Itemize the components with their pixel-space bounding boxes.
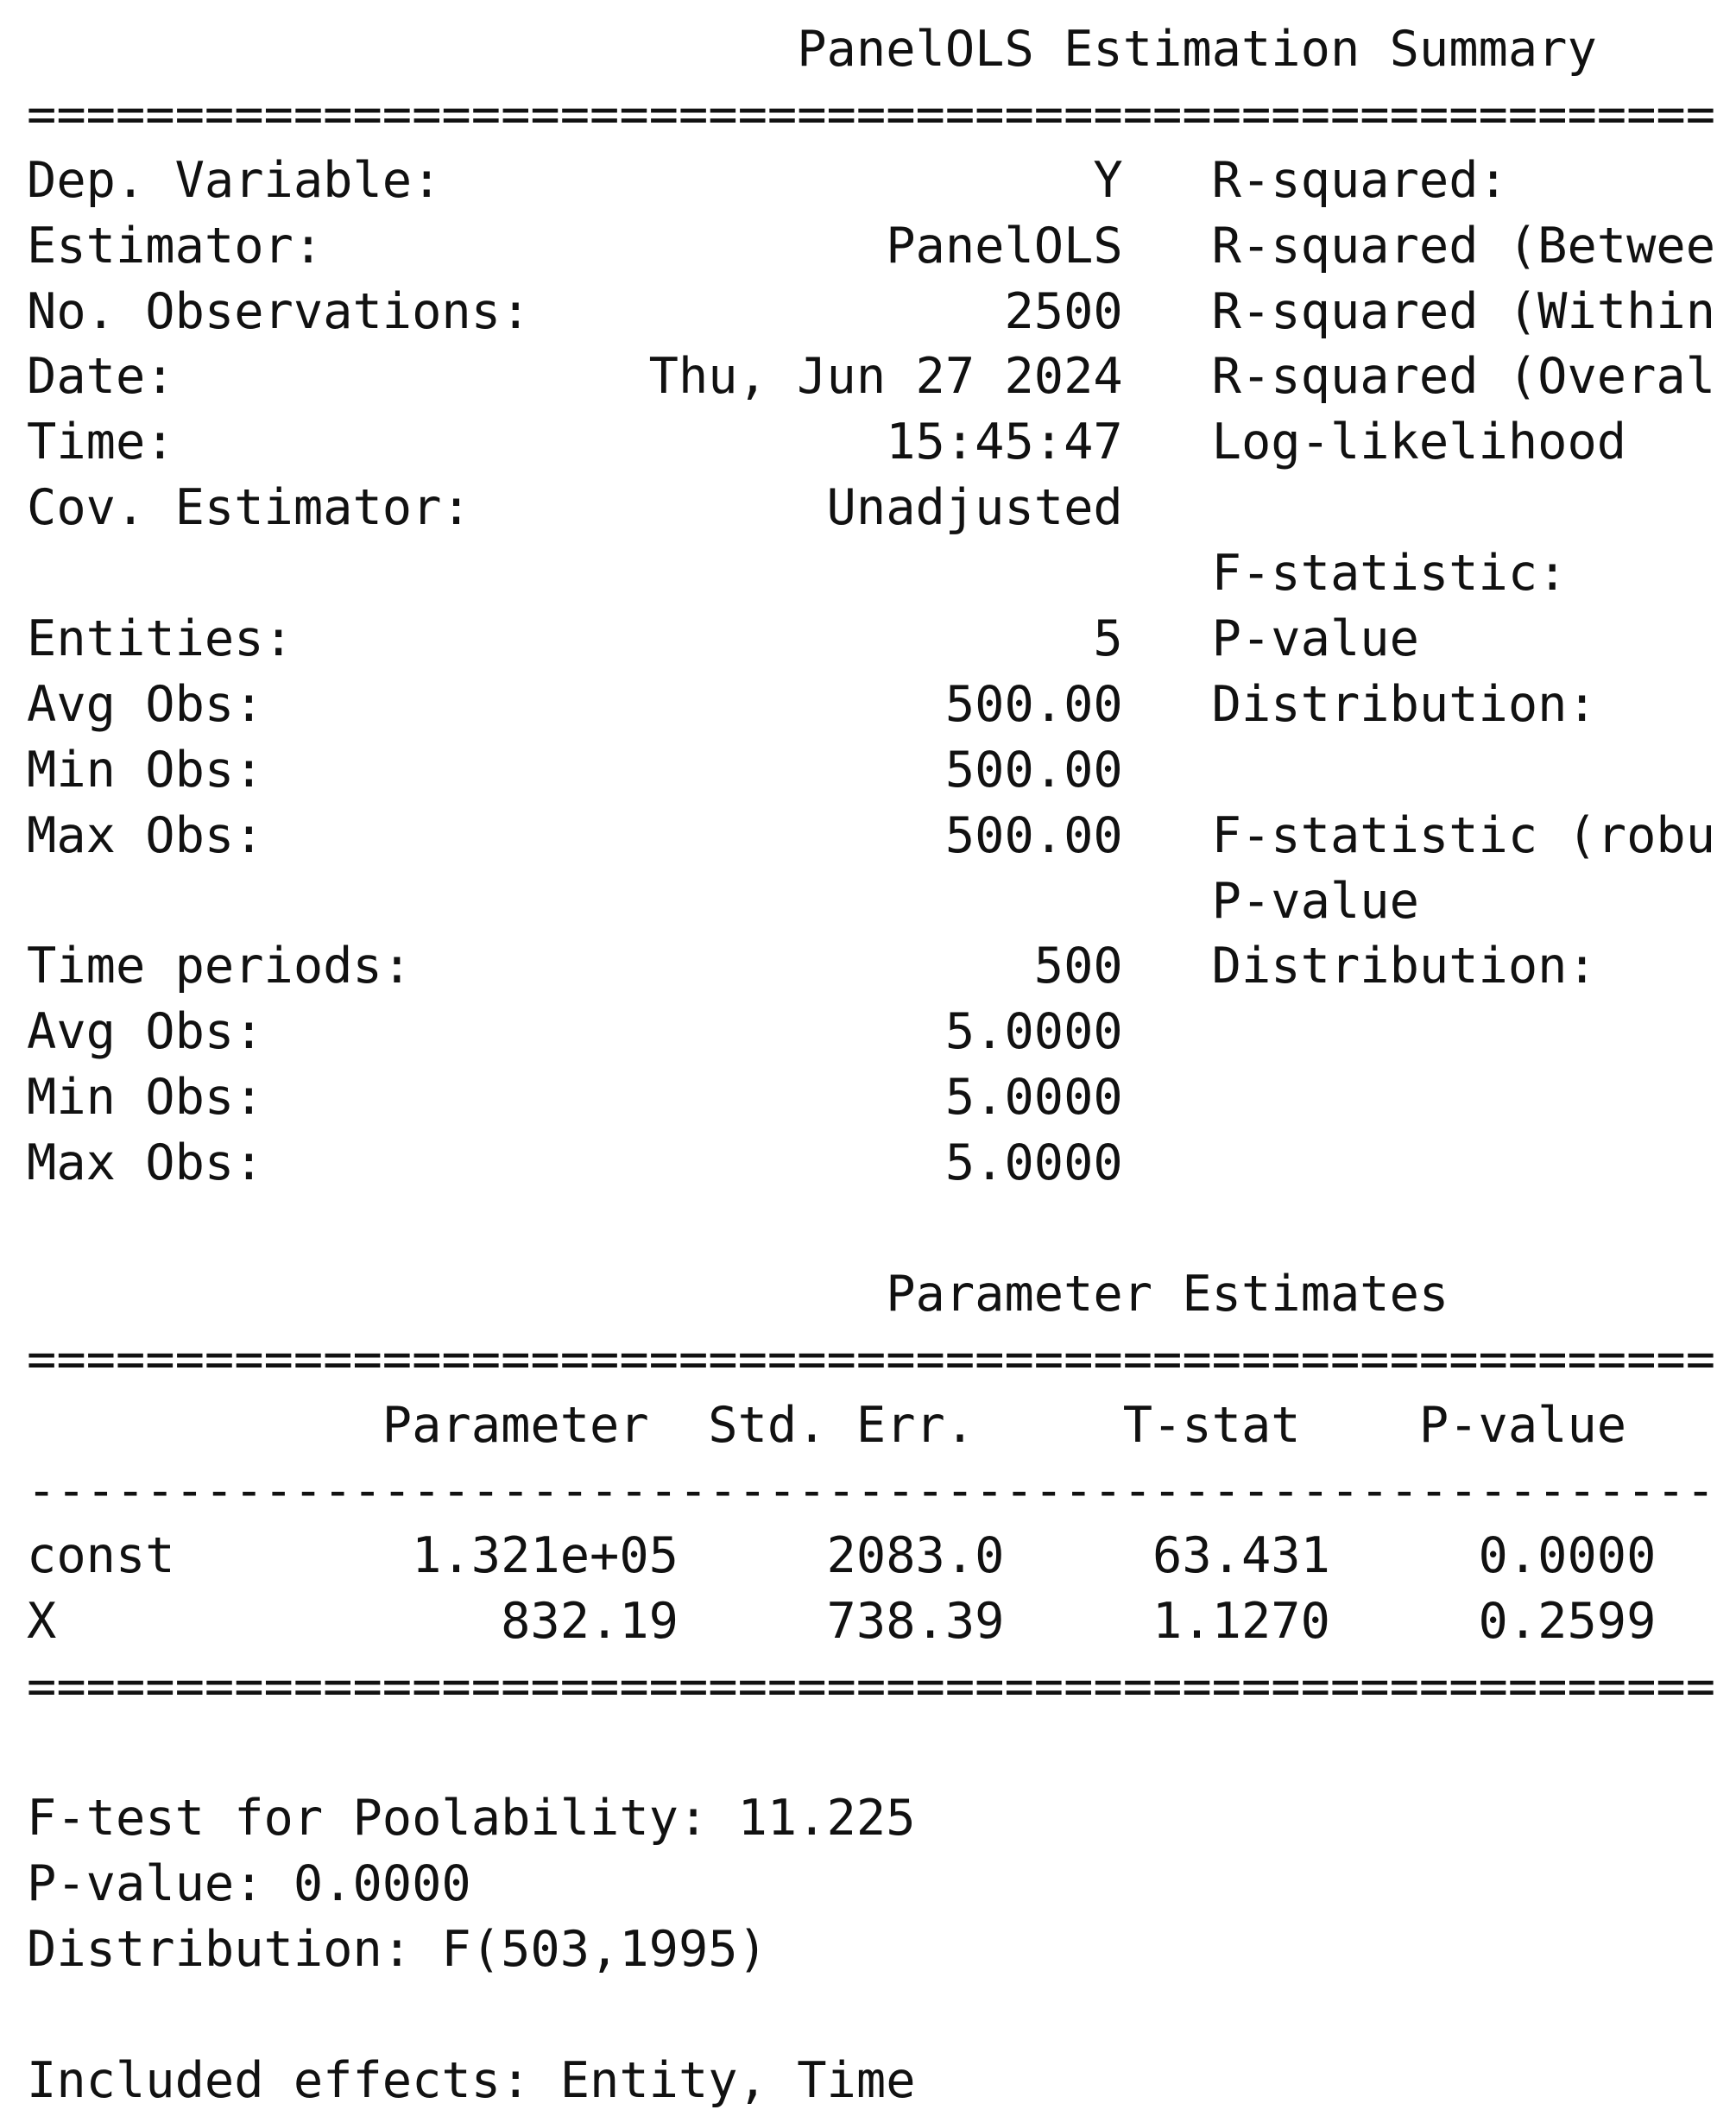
blank-line [27,1983,1736,2049]
summary-row-entity-max-obs: Max Obs: 500.00 F-statistic (robu [27,806,1716,864]
blank-line [27,1197,1736,1262]
summary-row-cov-estimator: Cov. Estimator: Unadjusted [27,479,1123,537]
summary-title: PanelOLS Estimation Summary [27,21,1597,78]
poolability-distribution: Distribution: F(503,1995) [27,1920,767,1978]
summary-row-time-max-obs: Max Obs: 5.0000 [27,1134,1123,1192]
summary-row-observations: No. Observations: 2500 R-squared (Within [27,282,1716,340]
separator-line: ========================================================= [27,1658,1716,1716]
console-output [27,17,1736,2116]
summary-row-time-periods: Time periods: 500 Distribution: [27,938,1597,995]
summary-row-entity-avg-obs: Avg Obs: 500.00 Distribution: [27,675,1597,733]
summary-row-time-avg-obs: Avg Obs: 5.0000 [27,1003,1123,1061]
parameter-row-x: X 832.19 738.39 1.1270 0.2599 [27,1593,1657,1651]
included-effects: Included effects: Entity, Time [27,2051,916,2109]
summary-row-entities: Entities: 5 P-value [27,610,1419,668]
separator-line: ========================================================= [27,85,1716,143]
summary-row-time-min-obs: Min Obs: 5.0000 [27,1069,1123,1127]
parameter-table-header: Parameter Std. Err. T-stat P-value [27,1396,1627,1454]
summary-row-time: Time: 15:45:47 Log-likelihood [27,414,1627,471]
poolability-f-test: F-test for Poolability: 11.225 [27,1790,916,1848]
summary-row-entity-min-obs: Min Obs: 500.00 [27,741,1123,799]
poolability-p-value: P-value: 0.0000 [27,1854,471,1912]
summary-row-dep-variable: Dep. Variable: Y R-squared: [27,151,1508,209]
summary-row-robust-p-value: P-value [27,872,1419,930]
separator-line: ========================================================= [27,1330,1716,1388]
blank-line [27,1721,1736,1786]
separator-line: --------------------------------------------------------- [27,1462,1716,1519]
parameter-row-const: const 1.321e+05 2083.0 63.431 0.0000 [27,1527,1657,1585]
summary-row-date: Date: Thu, Jun 27 2024 R-squared (Overal [27,348,1716,406]
parameter-estimates-title: Parameter Estimates [27,1265,1449,1323]
summary-row-estimator: Estimator: PanelOLS R-squared (Betwee [27,217,1716,275]
summary-row-f-statistic: F-statistic: [27,545,1568,603]
